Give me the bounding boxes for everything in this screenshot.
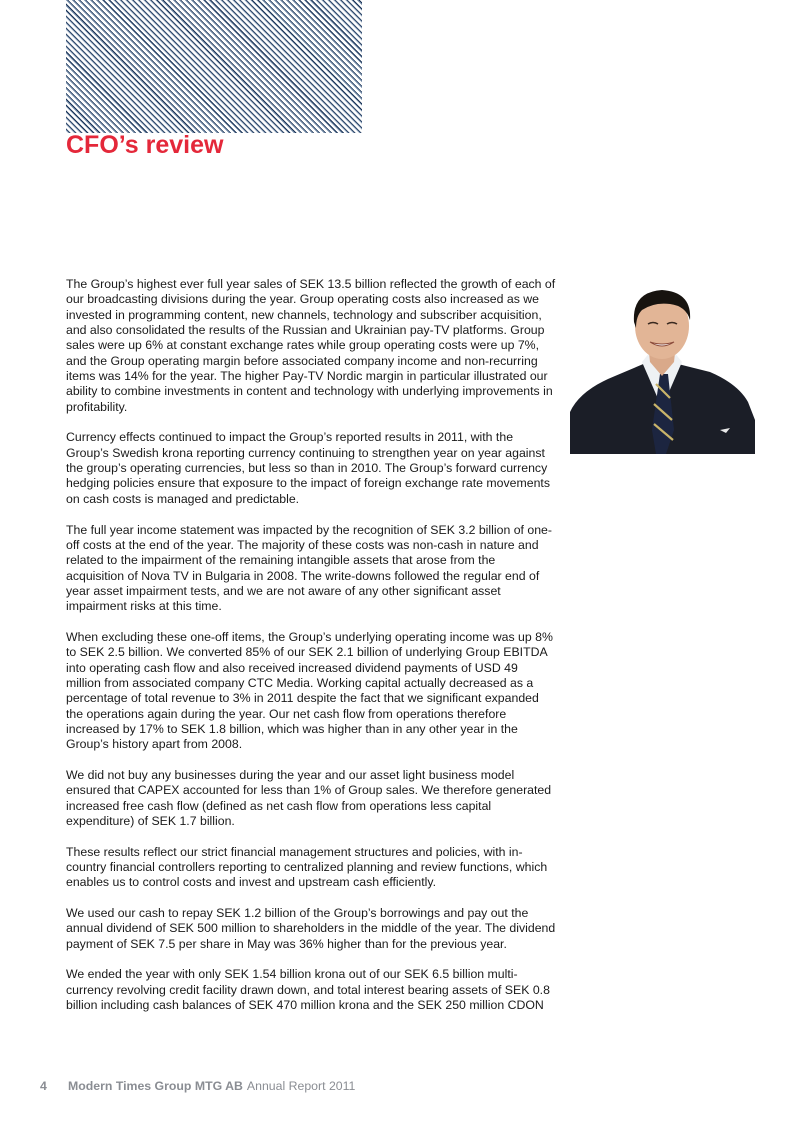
paragraph-capex: We did not buy any businesses during the year and our asset light business model ensured that CAPEX accounted for less than 1% of Group sales. We therefore generated increased free cash flow (defined as net cash flow from operations less capital expenditure) of SEK 1.7 billion. bbox=[66, 768, 552, 829]
page-title: CFO’s review bbox=[66, 131, 224, 159]
page-footer bbox=[40, 1079, 355, 1093]
paragraph-underlying-income: When excluding these one-off items, the Group’s underlying operating income was up 8% to SEK 2.5 billion. We converted 85% of our SEK 2.1 billion of underlying Group EBITDA into operating cash flow and also received increased dividend payments of USD 49 million from associated company CTC Media. Working capital actually decreased as a percentage of total revenue to 3% in 2011 despite the fact that we significant expanded the operations again during the year. Our net cash flow from operations therefore increased by 17% to SEK 1.8 billion, which was higher than in any other year in the Group’s history apart from 2008. bbox=[66, 629, 553, 752]
paragraph-borrowings-dividend: We used our cash to repay SEK 1.2 billion of the Group’s borrowings and pay out the annual dividend of SEK 500 million to shareholders in the middle of the year. The dividend payment of SEK 7.5 per share in May was 36% higher than for the previous year. bbox=[66, 906, 556, 951]
page-number: 4 bbox=[40, 1079, 47, 1093]
portrait-illustration bbox=[570, 280, 755, 454]
decorative-hatch-block bbox=[66, 0, 362, 133]
paragraph-one-off-costs: The full year income statement was impacted by the recognition of SEK 3.2 billion of one-off costs at the end of the year. The majority of these costs was non-cash in nature and related to the impairment of the remaining intangible assets that arose from the acquisition of Nova TV in Bulgaria in 2008. The write-downs followed the regular end of year asset impairment tests, and we are not aware of any other significant asset impairment risks at this time. bbox=[66, 522, 552, 614]
paragraph-credit-facility: We ended the year with only SEK 1.54 billion krona out of our SEK 6.5 billion multi-currency revolving credit facility drawn down, and total interest bearing assets of SEK 0.8 billion including cash balances of SEK 470 million krona and the SEK 250 million CDON bbox=[66, 967, 550, 1013]
paragraph-currency: Currency effects continued to impact the Group’s reported results in 2011, with the Group’s Swedish krona reporting currency continuing to strengthen year on year against the group’s operating currencies, but less so than in 2010. The Group’s forward currency hedging policies ensure that exposure to the impact of foreign exchange rate movements on cash costs is managed and predictable. bbox=[66, 430, 550, 506]
cfo-portrait-photo bbox=[570, 280, 755, 454]
paragraph-financial-management: These results reflect our strict financial management structures and policies, with in-country financial controllers reporting to centralized planning and review functions, which enables us to control costs and invest and upstream cash efficiently. bbox=[66, 844, 548, 890]
article-body bbox=[66, 277, 556, 1029]
footer-report-title: Annual Report 2011 bbox=[246, 1079, 356, 1093]
paragraph-sales: The Group’s highest ever full year sales of SEK 13.5 billion reflected the growth of each of our broadcasting divisions during the year. Group operating costs also increased as we invested in programming content, new channels, technology and subscriber acquisition, and also consolidated the results of the Russian and Ukrainian pay-TV platforms. Group sales were up 6% at constant exchange rates while group operating costs were up 7%, and the Group operating margin before associated company income and non-recurring items was 14% for the year. The higher Pay-TV Nordic margin in particular illustrated our ability to combine investments in content and technology with underlying improvements in profitability. bbox=[66, 277, 556, 414]
footer-company: Modern Times Group MTG AB bbox=[68, 1079, 243, 1093]
